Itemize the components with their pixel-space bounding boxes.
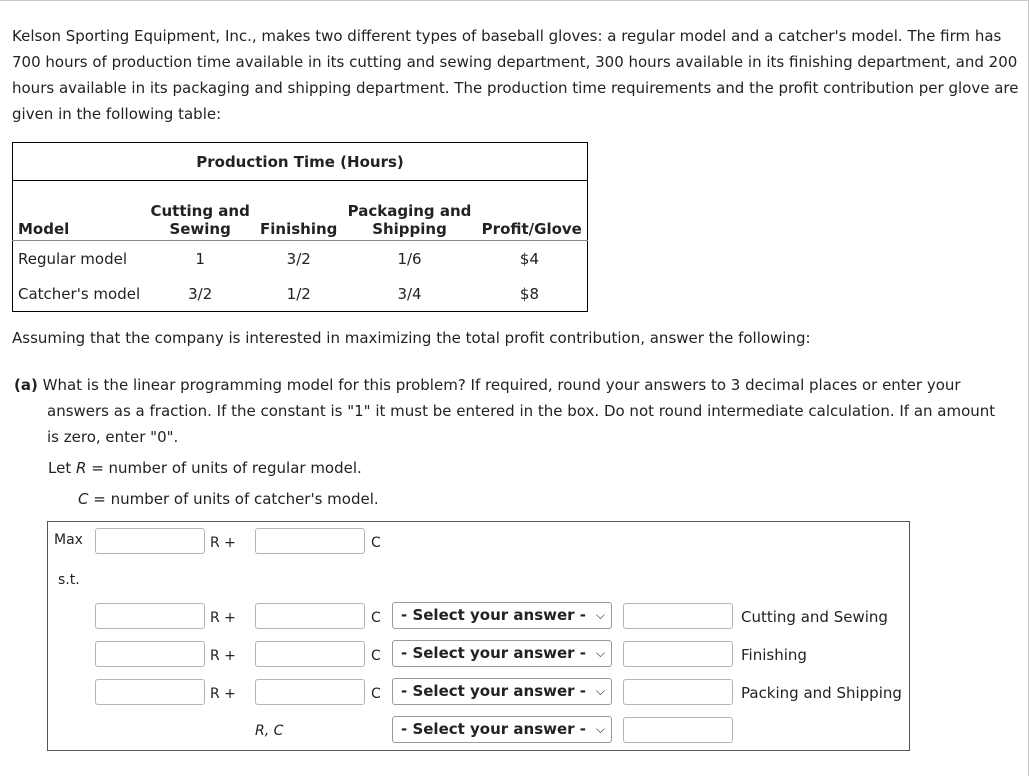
r-plus-label: R + [210,648,236,664]
finishing-c-coefficient-input[interactable] [255,641,365,667]
c-var-label: C [371,648,381,664]
table-title: Production Time (Hours) [13,143,588,181]
assumption-text: Assuming that the company is interested in maximizing the total profit contribution, answer the following: [12,329,811,347]
r-plus-label: R + [210,610,236,626]
table-header-row [13,181,588,241]
header-packaging: Packaging and Shipping [343,181,477,241]
r-plus-label: R + [210,535,236,551]
objective-c-coefficient-input[interactable] [255,528,365,554]
packing-rhs-input[interactable] [623,679,733,705]
objective-r-coefficient-input[interactable] [95,528,205,554]
finishing-r-coefficient-input[interactable] [95,641,205,667]
requirements-table [12,142,588,312]
header-profit: Profit/Glove [477,181,588,241]
packing-r-coefficient-input[interactable] [95,679,205,705]
finishing-inequality-select[interactable]: - Select your answer - ⌵ [392,640,612,667]
nonnegativity-rhs-input[interactable] [623,717,733,743]
definition-r: Let R = number of units of regular model. [48,459,362,477]
c-var-label: C [371,535,381,551]
header-cutting: Cutting and Sewing [145,181,255,241]
max-label: Max [54,532,83,548]
chevron-down-icon: ⌵ [595,684,605,698]
lp-model-box [47,521,910,751]
header-finishing: Finishing [255,181,343,241]
c-var-label: C [371,686,381,702]
packing-inequality-select[interactable]: - Select your answer - ⌵ [392,678,612,705]
definition-c: C = number of units of catcher's model. [78,490,379,508]
c-var-label: C [371,610,381,626]
question-label: (a) [14,376,38,394]
constraint-label-packing: Packing and Shipping [741,684,902,702]
st-label: s.t. [58,572,80,588]
finishing-rhs-input[interactable] [623,641,733,667]
chevron-down-icon: ⌵ [595,608,605,622]
nonnegativity-vars-label: R, C [255,723,284,739]
r-plus-label: R + [210,686,236,702]
table-row: Catcher's model 3/2 1/2 3/4 $8 [18,284,539,303]
cutting-c-coefficient-input[interactable] [255,603,365,629]
problem-intro: Kelson Sporting Equipment, Inc., makes two different types of baseball gloves: a regular model and a catcher's model. The firm has 700 hours of production time available in its cutting and sewing department, 300 hours available in its finishing department, and 200 hours available in its packaging and shipping department. The production time requirements and the profit contribution per glove are given in the following table: [12,27,1019,123]
constraint-label-finishing: Finishing [741,646,807,664]
header-model: Model [13,181,146,241]
packing-c-coefficient-input[interactable] [255,679,365,705]
chevron-down-icon: ⌵ [595,722,605,736]
constraint-label-cutting: Cutting and Sewing [741,608,888,626]
chevron-down-icon: ⌵ [595,646,605,660]
table-row: Regular model 1 3/2 1/6 $4 [18,249,539,268]
nonnegativity-inequality-select[interactable]: - Select your answer - ⌵ [392,716,612,743]
cutting-r-coefficient-input[interactable] [95,603,205,629]
cutting-rhs-input[interactable] [623,603,733,629]
question-a [14,372,1009,450]
cutting-inequality-select[interactable]: - Select your answer - ⌵ [392,602,612,629]
question-text: What is the linear programming model for this problem? If required, round your answers to 3 decimal places or enter your answers as a fraction. If the constant is "1" it must be entered in the box. Do not round intermediate calculation. If an amount is zero, enter "0". [42,376,996,446]
